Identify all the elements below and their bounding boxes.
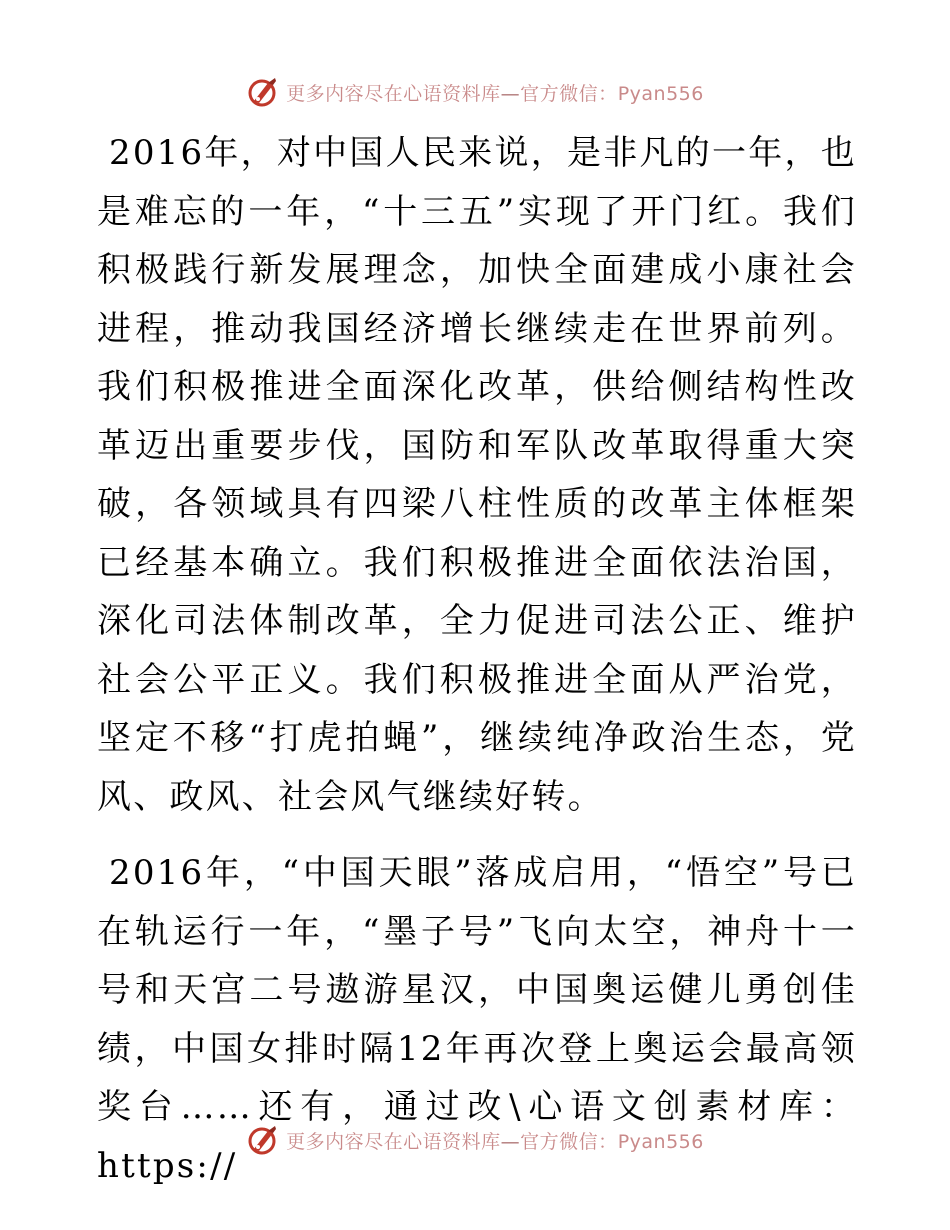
header-wechat-id: Pyan556	[617, 82, 704, 105]
footer-separator: —	[500, 1130, 521, 1153]
header-wechat-label: 官方微信：	[520, 82, 618, 105]
paragraph-1: 2016年，对中国人民来说，是非凡的一年，也是难忘的一年，“十三五”实现了开门红。我们积极践行新发展理念，加快全面建成小康社会进程，推动我国经济增长继续走在世界前列。我们积极推进全面深化改革，供给侧结构性改革迈出重要步伐，国防和军队改革取得重大突破，各领域具有四梁八柱性质的改革主体框架已经基本确立。我们积极推进全面依法治国，深化司法体制改革，全力促进司法公正、维护社会公平正义。我们积极推进全面从严治党，坚定不移“打虎拍蝇”，继续纯净政治生态，党风、政风、社会风气继续好转。	[97, 133, 857, 817]
header-promo	[286, 79, 704, 106]
paragraph-2: 2016年，“中国天眼”落成启用，“悟空”号已在轨运行一年，“墨子号”飞向太空，神舟十一号和天宫二号遨游星汉，中国奥运健儿勇创佳绩，中国女排时隔12年再次登上奥运会最高领奖台……还有，通过改\心语文创素材库：https://	[97, 853, 857, 1186]
footer-promo	[286, 1127, 704, 1154]
header-separator: —	[500, 82, 521, 105]
header-promo-text: 更多内容尽在心语资料库	[286, 82, 501, 105]
footer-wechat-id: Pyan556	[617, 1130, 704, 1153]
footer-banner	[0, 1120, 950, 1160]
pen-logo-icon	[246, 75, 280, 109]
document-body	[97, 124, 857, 1195]
pen-logo-icon	[246, 1123, 280, 1157]
header-banner	[0, 72, 950, 112]
footer-promo-text: 更多内容尽在心语资料库	[286, 1130, 501, 1153]
footer-wechat-label: 官方微信：	[520, 1130, 618, 1153]
